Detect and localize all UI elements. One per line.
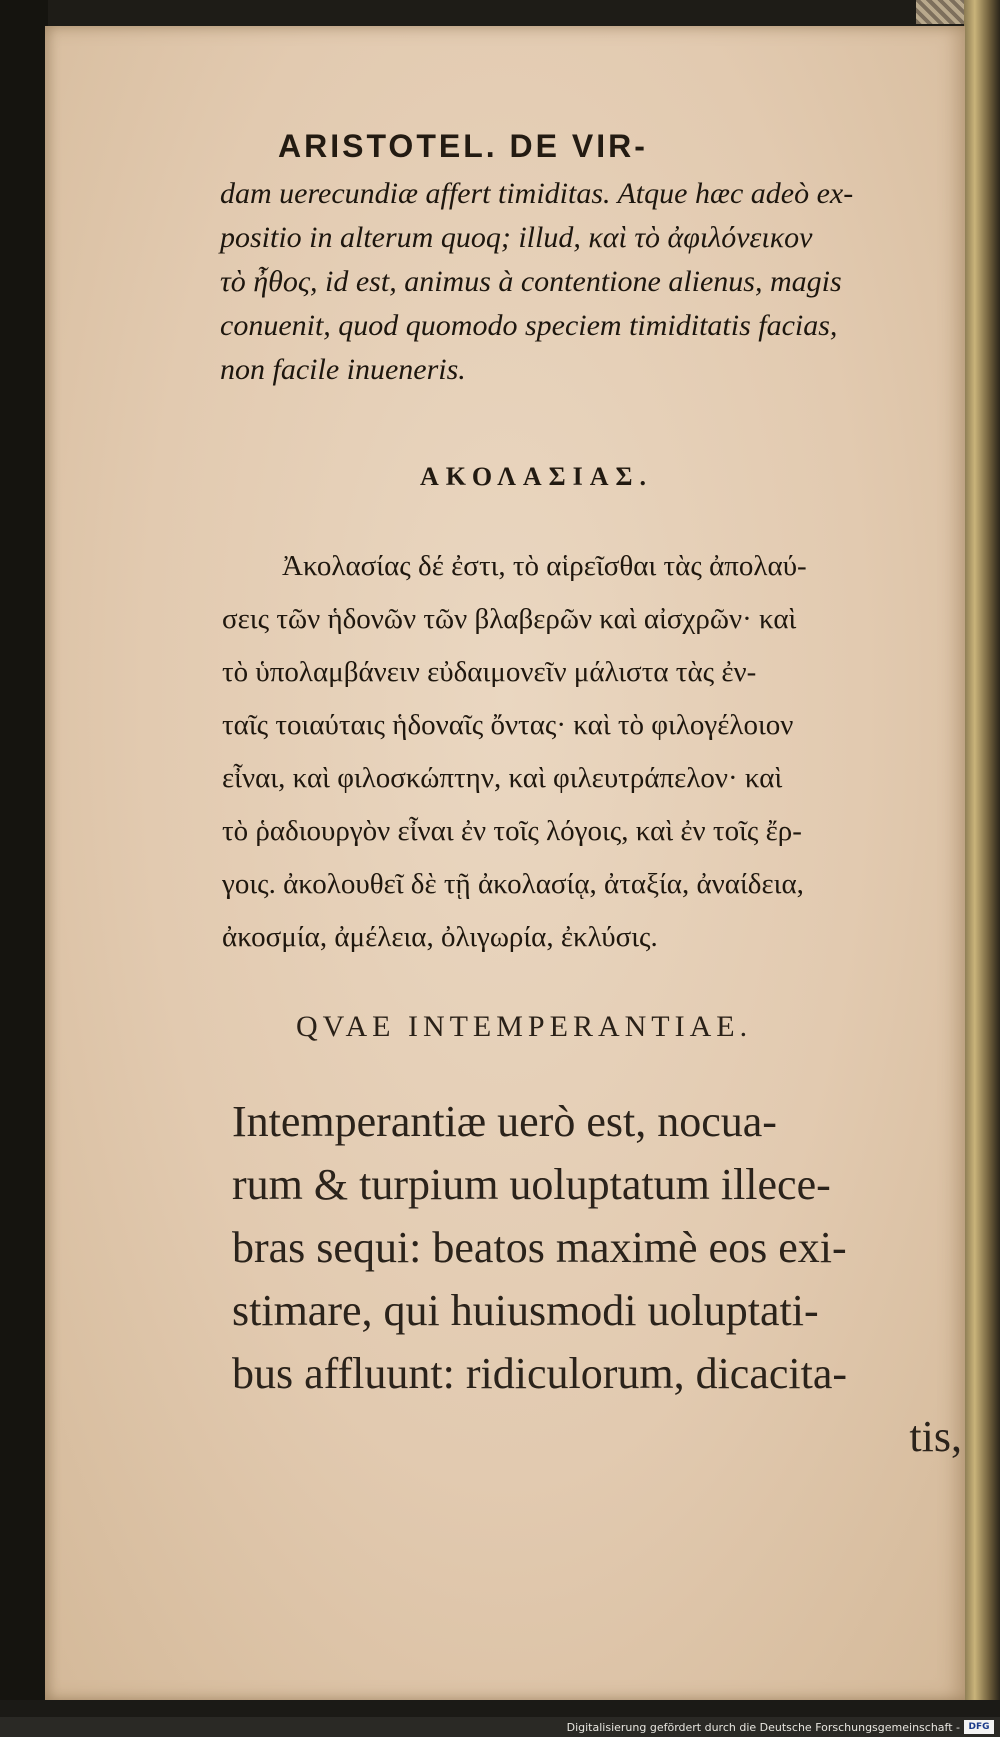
latin-line: bus affluunt: ridiculorum, dicacita- — [232, 1349, 848, 1398]
greek-section-heading: ΑΚΟΛΑΣΙΑΣ. — [420, 462, 654, 491]
running-head: ARISTOTEL. DE VIR- — [278, 128, 648, 164]
italic-line: dam uerecundiæ affert timiditas. Atque hæc adeò ex- — [220, 177, 854, 210]
greek-line: τὸ ὑπολαμβάνειν εὐδαιμονεῖν μάλιστα τὰς ἐν- — [222, 656, 757, 688]
latin-line: Intemperantiæ uerò est, nocua- — [232, 1097, 777, 1146]
greek-line: ἀκοσμία, ἀμέλεια, ὀλιγωρία, ἐκλύσις. — [222, 921, 658, 953]
latin-paragraph — [232, 1090, 962, 1468]
catchword: tis, — [909, 1412, 962, 1461]
greek-line: τὸ ῥαδιουργὸν εἶναι ἐν τοῖς λόγοις, καὶ ἐν τοῖς ἔρ- — [222, 815, 802, 847]
dfg-logo: DFG — [964, 1720, 994, 1734]
greek-line: Ἀκολασίας δέ ἐστι, τὸ αἱρεῖσθαι τὰς ἀπολαύ- — [282, 550, 807, 582]
latin-line: bras sequi: beatos maximè eos exi- — [232, 1223, 847, 1272]
latin-line: stimare, qui huiusmodi uoluptati- — [232, 1286, 819, 1335]
greek-paragraph — [222, 540, 962, 964]
scan-top-margin — [0, 0, 1000, 26]
italic-line: τὸ ἦθος, id est, animus à contentione alienus, magis — [220, 265, 842, 298]
greek-line: εἶναι, καὶ φιλοσκώπτην, καὶ φιλευτράπελον· καὶ — [222, 762, 783, 794]
greek-line: ταῖς τοιαύταις ἡδοναῖς ὄντας· καὶ τὸ φιλογέλοιον — [222, 709, 794, 741]
greek-line: γοις. ἀκολουθεῖ δὲ τῇ ἀκολασίᾳ, ἀταξία, ἀναίδεια, — [222, 868, 804, 900]
scan-left-margin — [0, 0, 48, 1700]
italic-line: non facile inueneris. — [220, 353, 466, 386]
italic-paragraph — [220, 172, 960, 392]
italic-line: positio in alterum quoq; illud, καὶ τὸ ἀφιλόνεικον — [220, 221, 813, 254]
funding-credit: Digitalisierung gefördert durch die Deutsche Forschungsgemeinschaft - — [566, 1721, 960, 1734]
italic-line: conuenit, quod quomodo speciem timiditatis facias, — [220, 309, 838, 342]
greek-line: σεις τῶν ἡδονῶν τῶν βλαβερῶν καὶ αἰσχρῶν· καὶ — [222, 603, 797, 635]
book-spine-edge — [964, 0, 1000, 1700]
latin-section-heading: QVAE INTEMPERANTIAE. — [296, 1010, 753, 1043]
latin-line: rum & turpium uoluptatum illece- — [232, 1160, 831, 1209]
